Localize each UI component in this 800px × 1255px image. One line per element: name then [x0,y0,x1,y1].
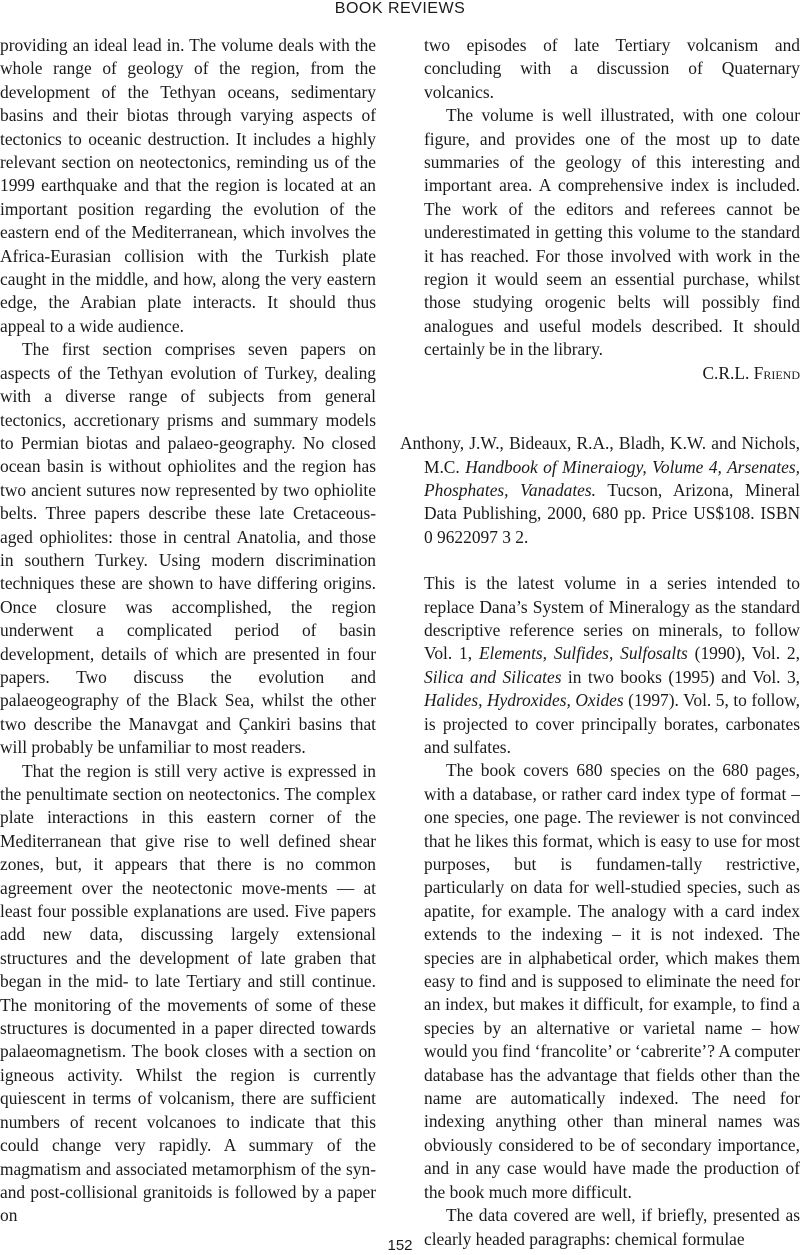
review-continuation [400,34,800,385]
paragraph: The first section comprises seven papers on aspects of the Tethyan evolution of Turkey, dealing with a diverse range of subjects from general tectonics, accretionary prisms and summary models to Permian biotas and palaeo-geography. No closed ocean basin is without ophiolites and the region has two ancient sutures now represented by two ophiolite belts. Three papers describe these late Cretaceous-aged ophiolites: those in central Anatolia, and those in southern Turkey. Using modern discrimination techniques these are shown to have differing origins. Once closure was accomplished, the region underwent a complicated period of basin development, details of which are presented in four papers. Two discuss the evolution and palaeogeography of the Black Sea, whilst the other two describe the Manavgat and Çankiri basins that will probably be unfamiliar to most readers. [0,339,376,758]
paragraph: two episodes of late Tertiary volcanism and concluding with a discussion of Quaternary volcanics. [424,35,800,102]
paragraph: providing an ideal lead in. The volume deals with the whole range of geology of the region, from the development of the Tethyan oceans, sedimentary basins and their biotas through varying aspects of tectonics to oceanic destruction. It includes a highly relevant section on neotectonics, reminding us of the 1999 earthquake and that the region is located at an important position regarding the evolution of the eastern end of the Mediterranean, which involves the Africa-Eurasian collision with the Turkish plate caught in the middle, and how, along the very eastern edge, the Arabian plate interacts. It should thus appeal to a wide audience. [0,35,376,336]
text-run: (1990), Vol. 2, [687,643,800,664]
running-header: BOOK REVIEWS [334,0,466,17]
volume-title: Elements, Sulfides, Sulfosalts [478,643,688,664]
citation-publisher: Tucson, Arizona, Mineral Data Publishing, 2000, 680 pp. Price US$108. ISBN 0 9622097 3 2. [424,479,800,547]
text-run: in two books (1995) and Vol. 3, [561,666,800,687]
reviewer-signature [424,362,800,385]
text-run: This is the latest volume in a series intended to replace Dana’s System of Mineralogy as the standard descriptive reference series on minerals, to follow Vol. 1, [424,573,800,664]
citation-title: Handbook of Mineraiogy, Volume 4, Arsenates, Phosphates, Vanadates. [424,456,800,500]
paragraph: The volume is well illustrated, with one colour figure, and provides one of the most up to date summaries of the geology of this interesting and important area. A comprehensive index is included. The work of the editors and referees cannot be underestimated in getting this volume to the standard it has reached. For those involved with work in the region it would seem an essential purchase, whilst those studying orogenic belts will possibly find analogues and useful models described. It should certainly be in the library. [424,105,800,360]
text-run: (1997). Vol. 5, to follow, is projected to cover principally borates, carbonates and sulfates. [424,690,800,757]
volume-title: Silica and Silicates [424,666,562,687]
paragraph: The book covers 680 species on the 680 pages, with a database, or rather card index type of format – one species, one page. The reviewer is not convinced that he likes this format, which is easy to use for most purposes, but is fundamen-tally restrictive, particularly on data for well-studied species, such as apatite, for example. The analogy with a card index extends to the indexing – it is not indexed. The species are in alphabetical order, which makes them easy to find and is supposed to eliminate the need for an index, but makes it difficult, for example, to find a species by an alternative or varietal name – how would you find ‘francolite’ or ‘cabrerite’? A computer database has the advantage that fields other than the name are automatically indexed. The need for indexing anything other than mineral names was obviously considered to be of secondary importance, and in any case would have made the production of the book much more difficult. [424,760,800,1202]
reviewer-surname: Friend [753,362,800,383]
paragraph [424,572,800,759]
page-number: 152 [387,1237,413,1254]
right-column [400,34,800,1251]
reviewer-initials: C.R.L. [702,362,754,383]
paragraph: That the region is still very active is expressed in the penultimate section on neotectonics. The complex plate interactions in this eastern corner of the Mediterranean that give rise to well defined shear zones, but, it appears that there is no common agreement over the neotectonic move-ments — at least four possible explanations are used. Five papers add new data, discussing largely extensional structures and the development of late graben that began in the mid- to late Tertiary and still continue. The monitoring of the movements of some of these structures is documented in a paper directed towards palaeomagnetism. The book closes with a section on igneous activity. Whilst the region is currently quiescent in terms of volcanism, there are sufficient numbers of recent volcanoes to indicate that this could change very rapidly. A summary of the magmatism and associated metamorphism of the syn- and post-collisional granitoids is followed by a paper on [0,760,376,1226]
book-citation [400,432,800,549]
left-column [0,34,376,1228]
volume-title: Halides, Hydroxides, Oxides [424,690,624,711]
paragraph: The data covered are well, if briefly, presented as clearly headed paragraphs: chemical formulae [424,1205,800,1249]
review-body [400,572,800,1251]
citation-authors: Anthony, J.W., Bideaux, R.A., Bladh, K.W. and Nichols, M.C. [400,433,800,477]
